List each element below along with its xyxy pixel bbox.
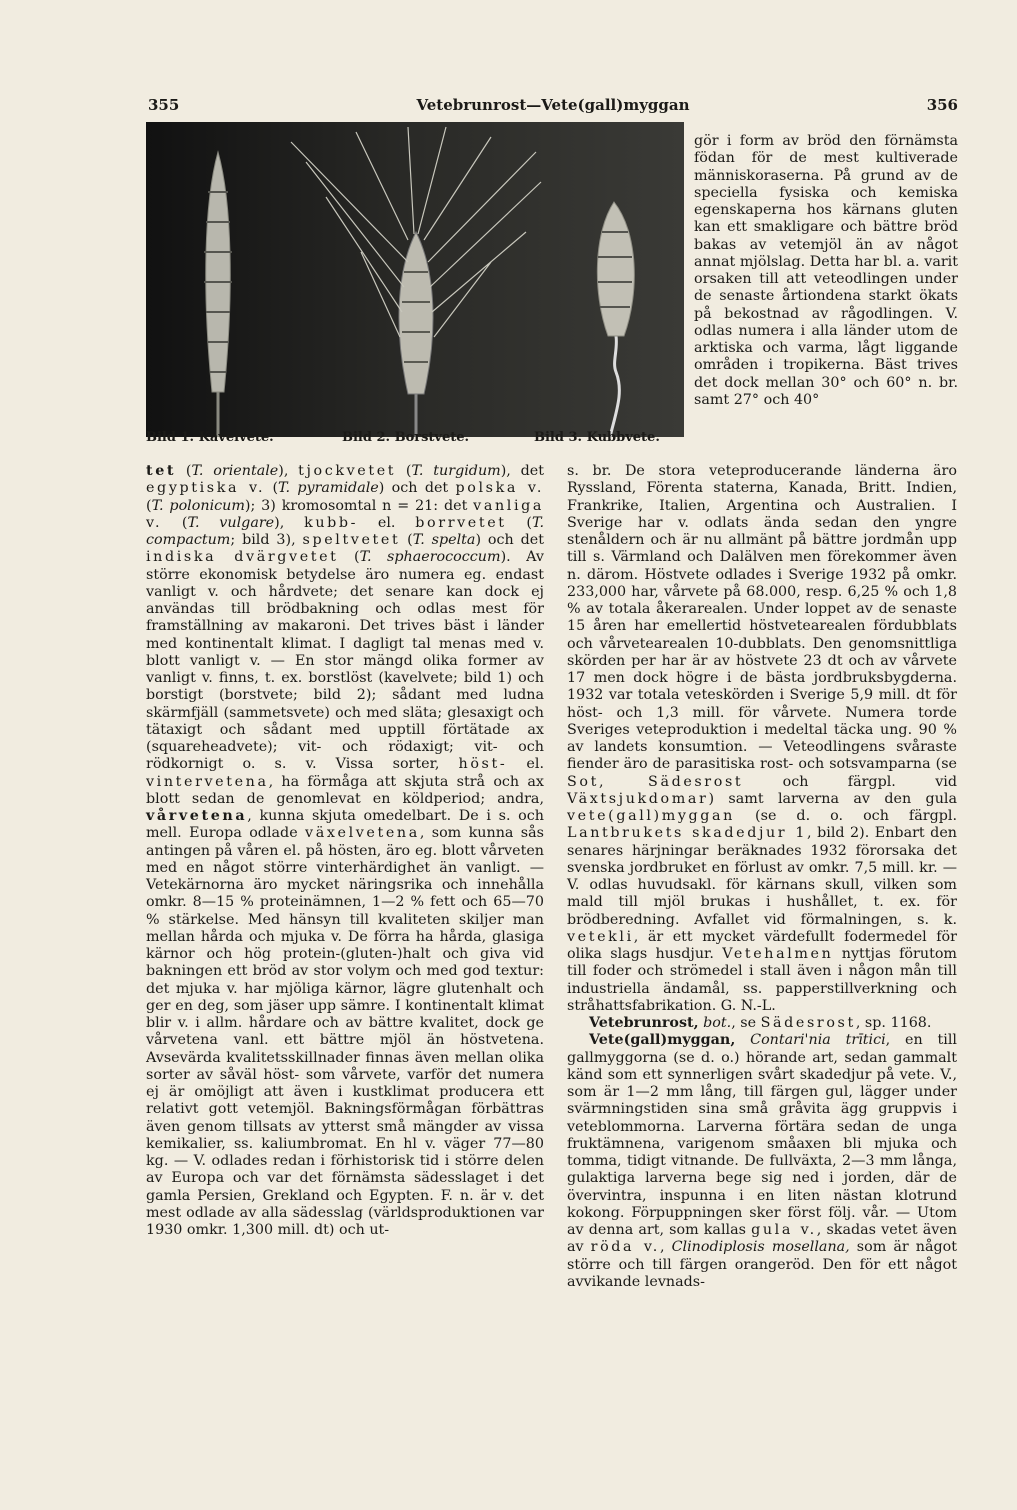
latin-name: T. pyramidale bbox=[278, 480, 379, 497]
spaced-term: Sot, Sädesrost bbox=[567, 773, 744, 790]
latin-name: Contari'nia trītici bbox=[750, 1032, 886, 1049]
figure-captions bbox=[146, 430, 686, 450]
spaced-term: röda v. bbox=[590, 1239, 660, 1256]
running-title: Vetebrunrost—Vete(gall)myggan bbox=[416, 96, 690, 114]
spaced-term: gula v. bbox=[751, 1222, 817, 1238]
entry-headword: Vetebrunrost, bbox=[589, 1015, 699, 1031]
spaced-term: vanliga v. bbox=[146, 497, 545, 531]
spaced-term: vete(gall)myggan bbox=[567, 808, 735, 824]
spaced-term: kubb- bbox=[304, 514, 359, 531]
entry-vetebrunrost: Vetebrunrost, bot., se Sädesrost, sp. 1168. bbox=[589, 1015, 932, 1031]
spaced-term: höst- bbox=[458, 756, 508, 773]
left-column-text bbox=[146, 463, 544, 1239]
spaced-term: vetekli bbox=[567, 928, 634, 945]
caption-bild-3: Bild 3. Kubbvete. bbox=[534, 430, 660, 445]
latin-name: T. sphaerococcum bbox=[359, 549, 501, 566]
spaced-term: indiska dvärgvetet bbox=[146, 549, 339, 566]
spaced-term: Växtsjukdomar bbox=[567, 790, 709, 807]
page-number-left: 355 bbox=[148, 96, 180, 114]
spaced-term: växelvetena bbox=[305, 825, 420, 842]
entry-vetegallmyggan: Vete(gall)myggan, Contari'nia trītici, en till gallmyggorna (se d. o.) hörande art, sedan gammalt känd som ett synnerligen svårt skadedjur på vete. V., som är 1—2 mm lång, till färgen gul, lägger under svärmningstiden sina små gråvita ägg gruppvis i veteblommorna. Larverna förtära sedan de unga fruktämnena, varigenom småaxen bli mjuka och tomma, tidigt vitnande. De fullväxta, 2—3 mm långa, gulaktiga larverna bege sig ned i jorden, där de övervintra, inspunna i en liten nästan klotrund kokong. Förpuppningen sker först följ. vår. — Utom av denna art, som kallas gula v., skadas vetet även av röda v., Clinodiplosis mosellana, som är något större och till färgen orangeröd. Den för ett något avvikande levnads- bbox=[567, 1032, 957, 1290]
latin-name: T. polonicum bbox=[151, 497, 245, 514]
right-column-text bbox=[567, 463, 957, 1291]
caption-bild-2: Bild 2. Borstvete. bbox=[342, 430, 470, 445]
spaced-term: Lantbrukets skadedjur 1 bbox=[567, 825, 808, 842]
latin-name: T. compactum bbox=[146, 514, 544, 548]
latin-name: T. vulgare bbox=[187, 514, 275, 531]
paragraph: s. br. De stora veteproducerande länderna äro Ryssland, Förenta staterna, Kanada, Britt. Indien, Frankrike, Italien, Argentina och Australien. I Sverige har v. odlats ända sedan den yngre stenåldern och är nu allmänt på bättre jordmån upp till s. Värmland och Dalälven men förekommer även n. därom. Höstvete odlades i Sverige 1932 på omkr. 233,000 har, vårvete på 68.000, resp. 6,25 % och 1,8 % av totala åkerarealen. Under loppet av de senaste 15 åren har emellertid höstvetearealen fördubblats och vårvetearealen 10-dubblats. Den genomsnittliga skörden per har är av höstvete 23 dt och av vårvete 17 men dock högre i de bästa jordbruksbygderna. 1932 var totala veteskörden i Sverige 5,9 mill. dt för höst- och 1,3 mill. för vårvete. Numera torde Sveriges veteproduktion i medeltal täcka ung. 90 % av landets konsumtion. — Veteodlingens svåraste fiender äro de parasitiska rost- och sotsvamparna (se Sot, Sädesrost och färgpl. vid Växtsjukdomar) samt larverna av den gula vete(gall)myggan (se d. o. och färgpl. Lantbrukets skadedjur 1, bild 2). Enbart den senares härjningar beräknades 1932 förorsaka det svenska jordbruket en förlust av omkr. 7,5 mill. kr. — V. odlas huvudsakl. för kärnans skull, vilken som mald till mjöl brukas i hushållet, t. ex. för brödberedning. Avfallet vid förmalningen, s. k. vetekli, är ett mycket värdefullt fodermedel för olika slags husdjur. Vetehalmen nyttjas förutom till foder och strömedel i stall även i någon mån till industriella ändamål, ss. papperstillverkning och stråhattsfabrikation. G. N.-L. bbox=[567, 463, 958, 1014]
spaced-term: Sädesrost bbox=[760, 1015, 856, 1031]
caption-bild-1: Bild 1. Kavelvete. bbox=[146, 430, 274, 445]
page-number-right: 356 bbox=[926, 96, 958, 114]
spaced-term: vintervetena bbox=[146, 773, 269, 790]
latin-name: T. spelta bbox=[412, 532, 476, 548]
paragraph: gör i form av bröd den förnämsta födan för de mest kultiverade människoraserna. På grund av de speciella fysiska och kemiska egenskaperna hos kärnans gluten kan ett smakligare och bättre bröd bakas av vetemjöl än av något annat mjölslag. Detta har bl. a. varit orsaken till att veteodlingen under de senaste årtiondena starkt ökats på bekostnad av rågodlingen. V. odlas numera i alla länder utom de arktiska och varma, lågt liggande områden i tropikerna. Bäst trives det dock mellan 30° och 60° n. br. samt 27° och 40° bbox=[694, 133, 958, 408]
spaced-term: tjockvetet bbox=[298, 463, 397, 479]
spaced-term: borrvetet bbox=[415, 514, 507, 531]
spaced-term: vårvetena bbox=[146, 808, 248, 824]
wheat-ears-illustration bbox=[146, 122, 684, 437]
right-column-top-text bbox=[694, 133, 958, 409]
spaced-term: Vetehalmen bbox=[722, 946, 834, 962]
latin-name: Clinodiplosis mosellana, bbox=[671, 1239, 850, 1256]
spaced-term: tet bbox=[146, 463, 177, 479]
wheat-photograph bbox=[146, 122, 684, 437]
latin-name: T. orientale bbox=[191, 463, 279, 479]
spaced-term: egyptiska v. bbox=[146, 480, 266, 497]
spaced-term: polska v. bbox=[455, 480, 544, 497]
spaced-term: speltvetet bbox=[302, 532, 401, 548]
latin-name: T. turgidum bbox=[411, 463, 501, 479]
page-header bbox=[148, 96, 958, 118]
entry-headword: Vete(gall)myggan, bbox=[589, 1032, 736, 1049]
paragraph: tet (T. orientale), tjockvetet (T. turgidum), det egyptiska v. (T. pyramidale) och det polska v. (T. polonicum); 3) kromosomtal n = 21: det vanliga v. (T. vulgare), kubb- el. borrvetet (T. compactum; bild 3), speltvetet (T. spelta) och det indiska dvärgvetet (T. sphaerococcum). Av större ekonomisk betydelse äro numera eg. endast vanligt v. och hårdvete; det senare kan dock ej användas till brödbakning och odlas mest för framställning av makaroni. Det trives bäst i länder med kontinentalt klimat. I dagligt tal menas med v. blott vanligt v. — En stor mängd olika former av vanligt v. finns, t. ex. borstlöst (kavelvete; bild 1) och borstigt (borstvete; bild 2); sådant med ludna skärmfjäll (sammetsvete) och med släta; glesaxigt och tätaxigt och sådant med upptill förtätade ax (squareheadvete); vit- och rödaxigt; vit- och rödkornigt o. s. v. Vissa sorter, höst- el. vintervetena, ha förmåga att skjuta strå och ax blott sedan de genomlevat en köldperiod; andra, vårvetena, kunna skjuta omedelbart. De i s. och mell. Europa odlade växelvetena, som kunna sås antingen på våren el. på hösten, äro eg. blott vårveten med en något större vinterhärdighet än vanligt. — Vetekärnorna äro mycket näringsrika och innehålla omkr. 8—15 % proteinämnen, 1—2 % fett och 65—70 % stärkelse. Med hänsyn till kvaliteten skiljer man mellan hårda och mjuka v. De förra ha hårda, glasiga kärnor och hög protein-(gluten-)halt och giva vid bakningen ett bröd av stor volym och med god textur: det mjuka v. har mjöliga kärnor, lägre glutenhalt och ger en deg, som jäser upp sämre. I kontinentalt klimat blir v. i allm. hårdare och av bättre kvalitet, dock ge vårvetena vanl. ett bättre mjöl än höstvetena. Avsevärda kvalitetsskillnader finnas även mellan olika sorter av såväl höst- som vårvete, varför det numera ej är omöjligt att även i kustklimat producera ett relativt gott vetemjöl. Bakningsförmågan förbättras även genom tillsats av ytterst små mängder av vissa kemikalier, ss. kaliumbromat. En hl v. väger 77—80 kg. — V. odlades redan i förhistorisk tid i större delen av Europa och var det förnämsta sädesslaget i det gamla Persien, Grekland och Egypten. F. n. är v. det mest odlade av alla sädesslag (världsproduktionen var 1930 omkr. 1,300 mill. dt) och ut- bbox=[146, 463, 545, 1238]
